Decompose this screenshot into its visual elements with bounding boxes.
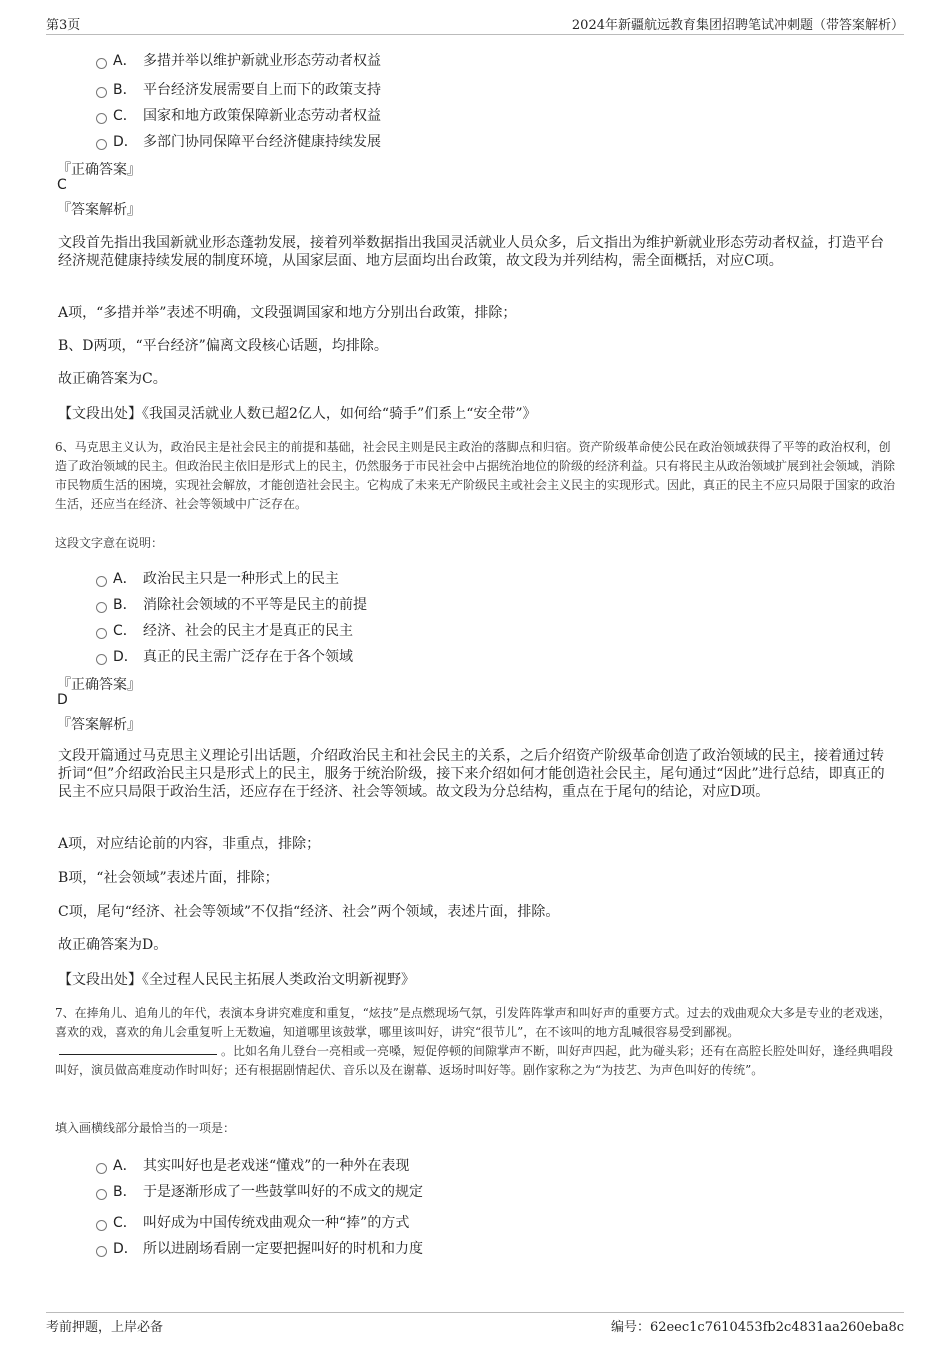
analysis-paragraph: 文段开篇通过马克思主义理论引出话题，介绍政治民主和社会民主的关系，之后介绍资产阶级革命创造了政治领域的民主，接着通过转折词“但”介绍政治民主只是形式上的民主，服务于统治阶级，接下来介绍如何才能创造社会民主，尾句通过“因此”进行总结，即真正的民主不应只局限于政治生活，还应存在于经济、社会等领域。故文段为分总结构，重点在于尾句的结论，对应D项。 (58, 748, 885, 800)
radio-icon[interactable] (96, 1246, 107, 1257)
question-stem: 6、马克思主义认为，政治民主是社会民主的前提和基础，社会民主则是民主政治的落脚点和归宿。资产阶级革命使公民在政治领域获得了平等的政治权利，创造了政治领域的民主。但政治民主依旧是形式上的民主，仍然服务于市民社会中占据统治地位的阶级的经济利益。只有将民主从政治领域扩展到社会领域，消除市民物质生活的困境，实现社会解放，才能创造社会民主。它构成了未来无产阶级民主或社会主义民主的实现形式。因此，真正的民主不应只局限于国家的政治生活，还应当在经济、社会等领域中广泛存在。 (55, 440, 896, 511)
page-header (46, 14, 904, 35)
q5-option-c[interactable]: C． 国家和地方政策保障新业态劳动者权益 (96, 105, 381, 125)
q6-option-c[interactable]: C． 经济、社会的民主才是真正的民主 (96, 620, 353, 640)
radio-icon[interactable] (96, 1163, 107, 1174)
q5-option-d[interactable]: D． 多部门协同保障平台经济健康持续发展 (96, 131, 381, 151)
analysis-paragraph: A项，“多措并举”表述不明确，文段强调国家和地方分别出台政策，排除； (58, 305, 517, 321)
radio-icon[interactable] (96, 602, 107, 613)
analysis-paragraph: 故正确答案为D。 (58, 937, 168, 953)
q7-option-c[interactable]: C． 叫好成为中国传统戏曲观众一种“捧”的方式 (96, 1212, 409, 1232)
analysis-paragraph: B、D两项，“平台经济”偏离文段核心话题，均排除。 (58, 338, 388, 354)
radio-icon[interactable] (96, 576, 107, 587)
analysis-paragraph: 故正确答案为C。 (58, 371, 167, 387)
analysis-label: 『答案解析』 (57, 202, 141, 218)
q6-option-a[interactable]: A． 政治民主只是一种形式上的民主 (96, 568, 339, 588)
page-footer (46, 1312, 904, 1335)
answer-value: D (57, 692, 68, 708)
analysis-paragraph: 文段首先指出我国新就业形态蓬勃发展，接着列举数据指出我国灵活就业人员众多，后文指出为维护新就业形态劳动者权益，打造平台经济规范健康持续发展的制度环境，从国家层面、地方层面均出台政策，故文段为并列结构，需全面概括，对应C项。 (58, 235, 884, 269)
analysis-label: 『答案解析』 (57, 717, 141, 733)
analysis-paragraph: B项，“社会领域”表述片面，排除； (58, 870, 279, 886)
answer-value: C (57, 177, 67, 193)
question-stem: 7、在捧角儿、追角儿的年代，表演本身讲究难度和重复，“炫技”是点燃现场气氛，引发阵阵掌声和叫好声的重要方式。过去的戏曲观众大多是专业的老戏迷，喜欢的戏，喜欢的角儿会重复听上无数遍，知道哪里该鼓掌，哪里该叫好，讲究“很节儿”，在不该叫的地方乱喊很容易受到鄙视。。比如名角儿登台一亮相或一亮嗓，短促停顿的间隙掌声不断，叫好声四起，此为碰头彩；还有在高腔长腔处叫好，逢经典唱段叫好，演员做高难度动作时叫好；还有根据剧情起伏、音乐以及在谢幕、返场时叫好等。剧作家称之为“为技艺、为声色叫好的传统”。 (55, 1006, 894, 1077)
answer-label: 『正确答案』 (57, 162, 141, 178)
radio-icon[interactable] (96, 113, 107, 124)
question-prompt: 填入画横线部分最恰当的一项是： (55, 1121, 236, 1135)
q7-option-b[interactable]: B． 于是逐渐形成了一些鼓掌叫好的不成文的规定 (96, 1181, 423, 1201)
q7-option-d[interactable]: D． 所以进剧场看剧一定要把握叫好的时机和力度 (96, 1238, 423, 1258)
analysis-paragraph: A项，对应结论前的内容，非重点，排除； (58, 836, 321, 852)
answer-label: 『正确答案』 (57, 677, 141, 693)
document-title: 2024年新疆航远教育集团招聘笔试冲刺题（带答案解析） (571, 18, 904, 33)
document-code: 编号：62eec1c7610453fb2c4831aa260eba8c (610, 1320, 904, 1335)
source-citation: 【文段出处】《全过程人民民主拓展人类政治文明新视野》 (58, 972, 415, 988)
q6-option-d[interactable]: D． 真正的民主需广泛存在于各个领域 (96, 646, 353, 666)
q5-option-a[interactable]: A． 多措并举以维护新就业形态劳动者权益 (96, 50, 381, 70)
q5-option-b[interactable]: B． 平台经济发展需要自上而下的政策支持 (96, 79, 381, 99)
q6-option-b[interactable]: B． 消除社会领域的不平等是民主的前提 (96, 594, 367, 614)
analysis-paragraph: C项，尾句“经济、社会等领域”不仅指“经济、社会”两个领域，表述片面，排除。 (58, 904, 560, 920)
radio-icon[interactable] (96, 1189, 107, 1200)
q7-option-a[interactable]: A． 其实叫好也是老戏迷“懂戏”的一种外在表现 (96, 1155, 409, 1175)
source-citation: 【文段出处】《我国灵活就业人数已超2亿人，如何给“骑手”们系上“安全带”》 (58, 406, 537, 422)
question-prompt: 这段文字意在说明： (55, 536, 164, 550)
radio-icon[interactable] (96, 1220, 107, 1231)
radio-icon[interactable] (96, 58, 107, 69)
radio-icon[interactable] (96, 654, 107, 665)
fill-in-blank (59, 1042, 217, 1055)
radio-icon[interactable] (96, 87, 107, 98)
radio-icon[interactable] (96, 628, 107, 639)
footer-slogan: 考前押题，上岸必备 (46, 1320, 164, 1335)
page-number: 第3页 (46, 18, 81, 33)
radio-icon[interactable] (96, 139, 107, 150)
